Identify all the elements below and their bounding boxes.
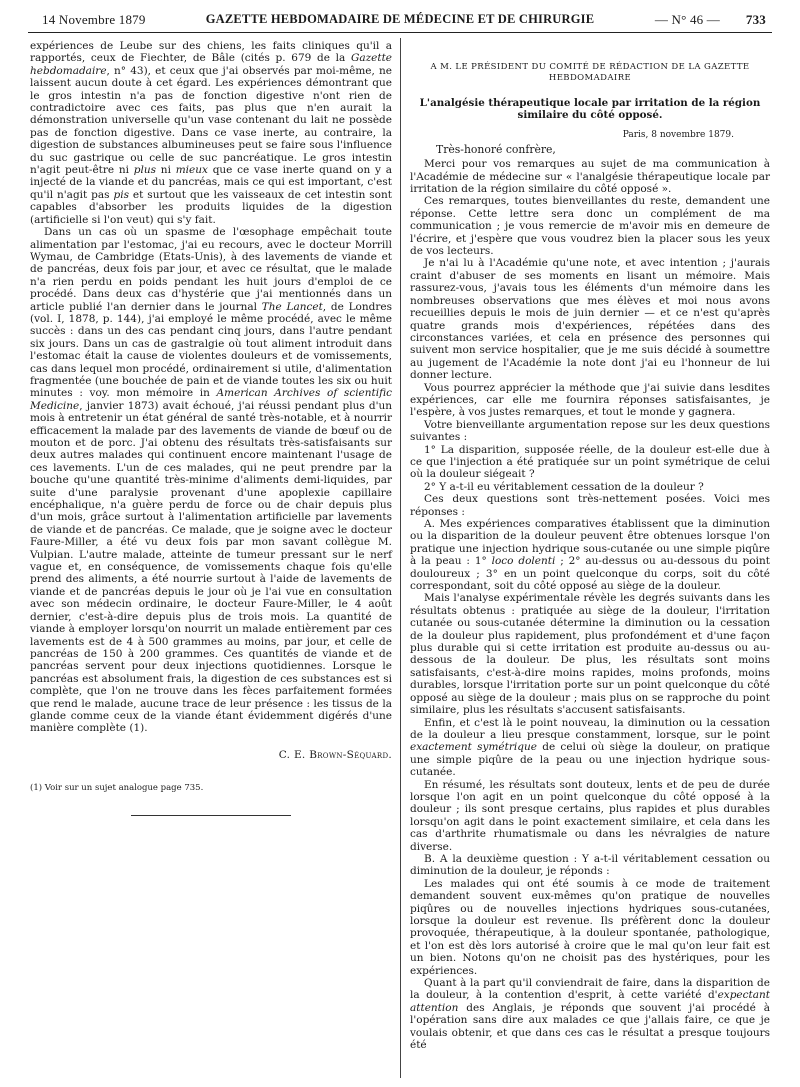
text-run: Dans un cas où un spasme de l'œsophage empêchait toute alimentation par l'estomac, j'ai eu recours, avec le docteur Morrill Wymau, de Cambridge (Etats-Unis), à des lavements de viande et de pancréas, deux fois par jour, et avec ce résultat, que le malade n'a rien perdu en poids pendant les huit jours d'emploi de ce procédé. Dans deux cas d'hystérie que j'ai mentionnés dans un article publié l'an dernier dans le journal bbox=[30, 226, 392, 313]
letter-paragraph bbox=[410, 481, 770, 493]
issue-number: — N° 46 — bbox=[654, 12, 720, 27]
letter-salutation: Très-honoré confrère, bbox=[436, 142, 556, 156]
text-run: 2° Y a-t-il eu véritablement cessation de la douleur ? bbox=[424, 480, 704, 493]
text-run: que ce vase inerte quand on y a injecté de la viande et du pancréas, mais ce qui est important, c'est qu'il n'agit pas bbox=[30, 164, 392, 201]
italic-text: pis bbox=[113, 188, 129, 201]
text-run: Ces deux questions sont très-nettement posées. Voici mes réponses : bbox=[410, 493, 770, 518]
text-run: ni bbox=[156, 164, 176, 177]
author-signature: C. E. Brown-Séquard. bbox=[278, 748, 392, 761]
italic-text: loco dolenti bbox=[491, 555, 556, 568]
left-column bbox=[30, 40, 392, 816]
italic-text: The Lancet bbox=[261, 300, 323, 313]
italic-text: American Archives of scientific Medicine bbox=[30, 387, 392, 412]
italic-text: plus bbox=[133, 164, 157, 177]
letter-paragraph bbox=[410, 257, 770, 381]
letter-title: L'analgésie thérapeutique locale par irritation de la région similaire du côté opposé. bbox=[419, 97, 761, 122]
letter-paragraph bbox=[410, 853, 770, 878]
letter-paragraph bbox=[410, 444, 770, 481]
letter-date: Paris, 8 novembre 1879. bbox=[622, 130, 734, 141]
letter-paragraph bbox=[410, 493, 770, 518]
letter-body bbox=[410, 158, 770, 1051]
text-run: Quant à la part qu'il conviendrait de faire, dans la disparition de la douleur, à la contention d'esprit, à cette variété d' bbox=[410, 977, 770, 1002]
column-divider bbox=[400, 38, 401, 1078]
text-run: Merci pour vos remarques au sujet de ma communication à l'Académie de médecine sur « l'analgésie thérapeutique locale par irritation de la région similaire du côté opposé ». bbox=[410, 158, 770, 196]
italic-text: mieux bbox=[175, 164, 208, 177]
letter-paragraph bbox=[410, 195, 770, 257]
text-run: ; 2° au-dessus ou au-dessous du point douloureux ; 3° en un point quelconque du corps, soit du côté correspondant, soit du côté opposé au siège de la douleur. bbox=[410, 555, 770, 593]
left-paragraph bbox=[30, 40, 392, 226]
letter-paragraph bbox=[410, 779, 770, 853]
text-run: de celui où siège la douleur, on pratique une simple piqûre de la peau ou une injection hydrique sous-cutanée. bbox=[410, 741, 770, 779]
text-run: expériences de Leube sur des chiens, les faits cliniques qu'il a rapportés, ceux de Fiechter, de Bâle (cités p. 679 de la bbox=[30, 40, 392, 65]
letter-paragraph bbox=[410, 382, 770, 419]
text-run: Vous pourrez apprécier la méthode que j'ai suivie dans lesdites expériences, car elle me fournira réponses satisfaisantes, je l'espère, à vos justes remarques, et tout le monde y gagnera. bbox=[410, 381, 770, 419]
text-run: des Anglais, je réponds que souvent j'ai procédé à l'opération sans dire aux malades ce que j'allais faire, ce que je voulais obtenir, et que dans ces cas le résultat a presque toujours été bbox=[410, 1001, 770, 1052]
letter-paragraph bbox=[410, 878, 770, 977]
text-run: Les malades qui ont été soumis à ce mode de traitement demandent souvent eux-mêmes qu'on pratique de nouvelles piqûres ou de nouvelles injections hydriques sous-cutanées, lorsque la douleur est revenue. Ils préfèrent donc la douleur provoquée, thérapeutique, à la douleur spontanée, pathologique, et l'on est dès lors autorisé à croire que le mal qu'on leur fait est un bien. Notons qu'on ne choisit pas des hystériques, pour les expériences. bbox=[410, 877, 770, 977]
issue-date: 14 Novembre 1879 bbox=[42, 12, 146, 27]
text-run: Mais l'analyse expérimentale révèle les degrés suivants dans les résultats obtenus : pratiquée au siège de la douleur, l'irritation cutanée ou sous-cutanée détermine la diminution ou la cessation de la douleur plus rapidement, plus profondément et d'une façon plus durable qui si cette irritation est produite au-dessus ou au-dessous de la douleur. De plus, les résultats sont moins satisfaisants, c'est-à-dire moins rapides, moins profonds, moins durables, lorsque l'irritation porte sur un point quelconque du côté opposé au siège de la douleur ; mais plus on se rapproche du point similaire, plus les résultats s'accusent satisfaisants. bbox=[410, 592, 770, 717]
journal-title: GAZETTE HEBDOMADAIRE DE MÉDECINE ET DE CHIRURGIE bbox=[205, 12, 595, 26]
left-article-body bbox=[30, 40, 392, 735]
text-run: Votre bienveillante argumentation repose sur les deux questions suivantes : bbox=[410, 418, 770, 444]
italic-text: exactement symétrique bbox=[410, 741, 537, 754]
letter-paragraph bbox=[410, 592, 770, 716]
text-run: , de Londres (vol. I, 1878, p. 144), j'ai employé le même procédé, avec le même succès : dans un des cas pendant cinq jours, dans l'autre pendant six jours. Dans un cas de gastralgie où tout aliment introduit dans l'estomac était la cause de violentes douleurs et de vomissements, cas dans lequel mon procédé, ordinairement si utile, d'alimentation fragmentée (une bouchée de pain et de viande toutes les six ou huit minutes : voy. mon mémoire in bbox=[30, 300, 392, 400]
left-paragraph bbox=[30, 226, 392, 735]
text-run: En résumé, les résultats sont douteux, lents et de peu de durée lorsque l'on agit en un point quelconque du côté opposé à la douleur ; ils sont presque certains, plus rapides et plus durables lorsqu'on agit dans le point exactement similaire, et cela dans les cas d'arthrite rhumatismale ou dans les névralgies de nature diverse. bbox=[410, 778, 770, 853]
letter-paragraph bbox=[410, 977, 770, 1051]
right-column bbox=[410, 40, 770, 1051]
text-run: Enfin, et c'est là le point nouveau, la diminution ou la cessation de la douleur a lieu presque constamment, lorsque, sur le point bbox=[410, 716, 770, 741]
footnote: (1) Voir sur un sujet analogue page 735. bbox=[30, 783, 204, 794]
letter-paragraph bbox=[410, 518, 770, 592]
text-run: 1° La disparition, supposée réelle, de la douleur est-elle due à ce que l'injection a été pratiquée sur un point symétrique de celui où la douleur siégeait ? bbox=[410, 443, 770, 481]
text-run: , janvier 1873) avait échoué, j'ai réussi pendant plus d'un mois à entretenir un état général de santé très-notable, et à nourrir efficacement la malade par des lavements de viande de bœuf ou de mouton et de porc. J'ai obtenu des résultats très-satisfaisants sur deux autres malades qui continuent encore maintenant l'usage de ces lavements. L'un de ces malades, qui ne peut prendre par la bouche qu'une quantité très-minime d'aliments demi-liquides, par suite d'une paralysie provenant d'une apoplexie capillaire encéphalique, n'a guère perdu de force ou de chair depuis plus d'un mois, grâce surtout à l'alimentation artificielle par lavements de viande et de pancréas. Ce malade, que je soigne avec le docteur Faure-Miller, a été vu deux fois par mon savant collègue M. Vulpian. L'autre malade, atteinte de tumeur pressant sur le nerf vague et, en conséquence, de vomissements chaque fois qu'elle prend des aliments, a été nourrie surtout à l'aide de lavements de viande et de pancréas depuis le jour où je l'ai vue en consultation avec son médecin ordinaire, le docteur Faure-Miller, le 4 août dernier, c'est-à-dire depuis plus de trois mois. La quantité de viande à employer lorsqu'on nourrit un malade entièrement par ces lavements est de 4 à 500 grammes au moins, par jour, et celle de pancréas de 150 à 200 grammes. Ces quantités de viande et de pancréas servent pour deux injections quotidiennes. Lorsque le pancréas est absolument frais, la digestion de ces substances est si complète, que l'on ne trouve dans les fèces parfaitement formées que rend le malade, aucune trace de leur présence : les tissus de la glande comme ceux de la viande étant évidemment digérés d'une manière complète (1). bbox=[30, 399, 392, 735]
letter-address: A M. LE PRÉSIDENT DU COMITÉ DE RÉDACTION DE LA GAZETTE HEBDOMADAIRE bbox=[430, 62, 750, 83]
letter-paragraph bbox=[410, 158, 770, 195]
page-number: 733 bbox=[745, 12, 766, 27]
end-rule bbox=[131, 815, 291, 816]
letter-paragraph bbox=[410, 717, 770, 779]
italic-text: expectant attention bbox=[410, 989, 770, 1014]
running-header bbox=[28, 8, 772, 33]
text-run: Ces remarques, toutes bienveillantes du reste, demandent une réponse. Cette lettre sera donc un complément de ma communication ; je vous remercie de m'avoir mis en demeure de l'écrire, et j'espère que vous voudrez bien la placer sous les yeux de vos lecteurs. bbox=[410, 195, 770, 258]
italic-text: Gazette hebdomadaire bbox=[30, 52, 392, 77]
text-run: A. Mes expériences comparatives établissent que la diminution ou la disparition de la douleur peuvent être obtenues lorsque l'on pratique une injection hydrique sous-cutanée ou une simple piqûre à la peau : 1° bbox=[410, 518, 770, 568]
text-run: , n° 43), et ceux que j'ai observés par moi-même, ne laissent aucun doute à cet égard. Les expériences démontrant que le gros intestin n'a pas de fonction digestive n'ont rien de contradictoire avec ces faits, pas plus que n'en aurait la démonstration universelle qu'un vase contenant du lait ne possède pas de fonction digestive. Dans ce vase inerte, au contraire, la digestion de substances albumineuses peut se faire sous l'influence du suc gastrique ou celle de suc pancréatique. Le gros intestin n'agit peut-être ni bbox=[30, 64, 392, 177]
letter-paragraph bbox=[410, 419, 770, 444]
text-run: et surtout que les vaisseaux de cet intestin sont capables d'absorber les produits liquides de la digestion (artificielle si l'on veut) qui s'y fait. bbox=[30, 188, 392, 226]
text-run: Je n'ai lu à l'Académie qu'une note, et avec intention ; j'aurais craint d'abuser de ses moments en lisant un mémoire. Mais rassurez-vous, j'avais tous les éléments d'un mémoire dans les nombreuses observations que mes élèves et moi nous avons recueillies depuis le mois de juin dernier — et ce n'est qu'après quatre grands mois d'expériences, répétées dans des circonstances variées, et cela en présence des personnes qui suivent mon service hospitalier, que je me suis décidé à soumettre au jugement de l'Académie la note dont j'ai eu l'honneur de lui donner lecture. bbox=[410, 257, 770, 382]
text-run: B. A la deuxième question : Y a-t-il véritablement cessation ou diminution de la douleur, je réponds : bbox=[410, 852, 770, 878]
